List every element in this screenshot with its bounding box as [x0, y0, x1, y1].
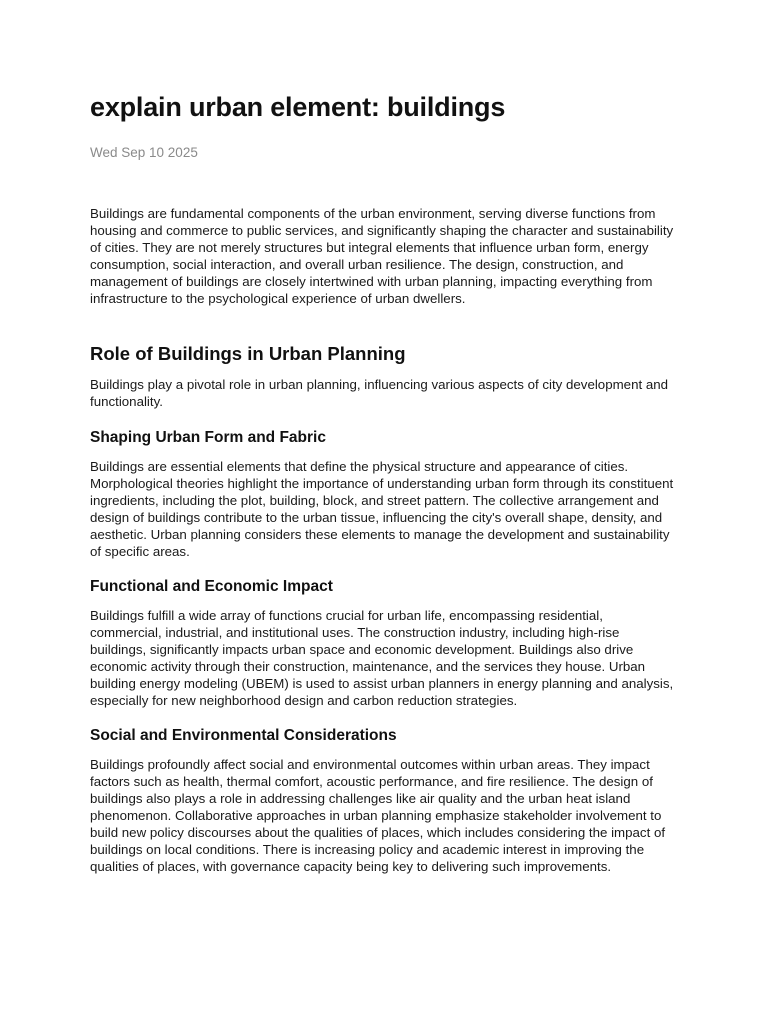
subsection-social-text-block — [90, 756, 678, 875]
subsection-heading-urban-form: Shaping Urban Form and Fabric — [90, 429, 326, 446]
page-title: explain urban element: buildings — [90, 92, 506, 122]
subsection-paragraph-economic: Buildings fulfill a wide array of functions crucial for urban life, encompassing residential, commercial, industrial, and institutional uses. The construction industry, including high-rise buildings, significantly impacts urban space and economic development. Buildings also drive economic activity through their construction, maintenance, and the services they house. Urban building energy modeling (UBEM) is used to assist urban planners in energy planning and analysis, especially for new neighborhood design and carbon reduction strategies. — [90, 608, 674, 708]
subsection-paragraph-urban-form: Buildings are essential elements that define the physical structure and appearance of cities. Morphological theories highlight the importance of understanding urban form through its constituent ingredients, including the plot, building, block, and street pattern. The collective arrangement and design of buildings contribute to the urban tissue, influencing the city's overall shape, density, and aesthetic. Urban planning considers these elements to manage the development and sustainability of specific areas. — [90, 459, 674, 559]
intro-block — [90, 205, 678, 307]
subsection-heading-social: Social and Environmental Considerations — [90, 727, 397, 744]
section-intro-paragraph: Buildings play a pivotal role in urban planning, influencing various aspects of city development and functionality. — [90, 377, 669, 409]
subsection-heading-economic: Functional and Economic Impact — [90, 578, 333, 595]
section-heading: Role of Buildings in Urban Planning — [90, 343, 406, 364]
subsection-economic-heading-block — [90, 578, 678, 596]
subsection-paragraph-social: Buildings profoundly affect social and environmental outcomes within urban areas. They impact factors such as health, thermal comfort, acoustic performance, and fire resilience. The design of buildings also plays a role in addressing challenges like air quality and the urban heat island phenomenon. Collaborative approaches in urban planning emphasize stakeholder involvement to build new policy discourses about the qualities of places, which includes considering the impact of buildings on local conditions. There is increasing policy and academic interest in improving the qualities of places, with governance capacity being key to delivering such improvements. — [90, 757, 666, 874]
intro-paragraph: Buildings are fundamental components of the urban environment, serving diverse functions from housing and commerce to public services, and significantly shaping the character and sustainability of cities. They are not merely structures but integral elements that influence urban form, energy consumption, social interaction, and overall urban resilience. The design, construction, and management of buildings are closely intertwined with urban planning, impacting everything from infrastructure to the psychological experience of urban dwellers. — [90, 206, 674, 306]
subsection-form-text-block — [90, 458, 678, 560]
subsection-economic-text-block — [90, 607, 678, 709]
subsection-form-heading-block — [90, 429, 678, 447]
section-header-block — [90, 343, 678, 365]
subsection-social-heading-block — [90, 727, 678, 745]
section-intro-block — [90, 376, 678, 410]
document-date: Wed Sep 10 2025 — [90, 145, 198, 160]
